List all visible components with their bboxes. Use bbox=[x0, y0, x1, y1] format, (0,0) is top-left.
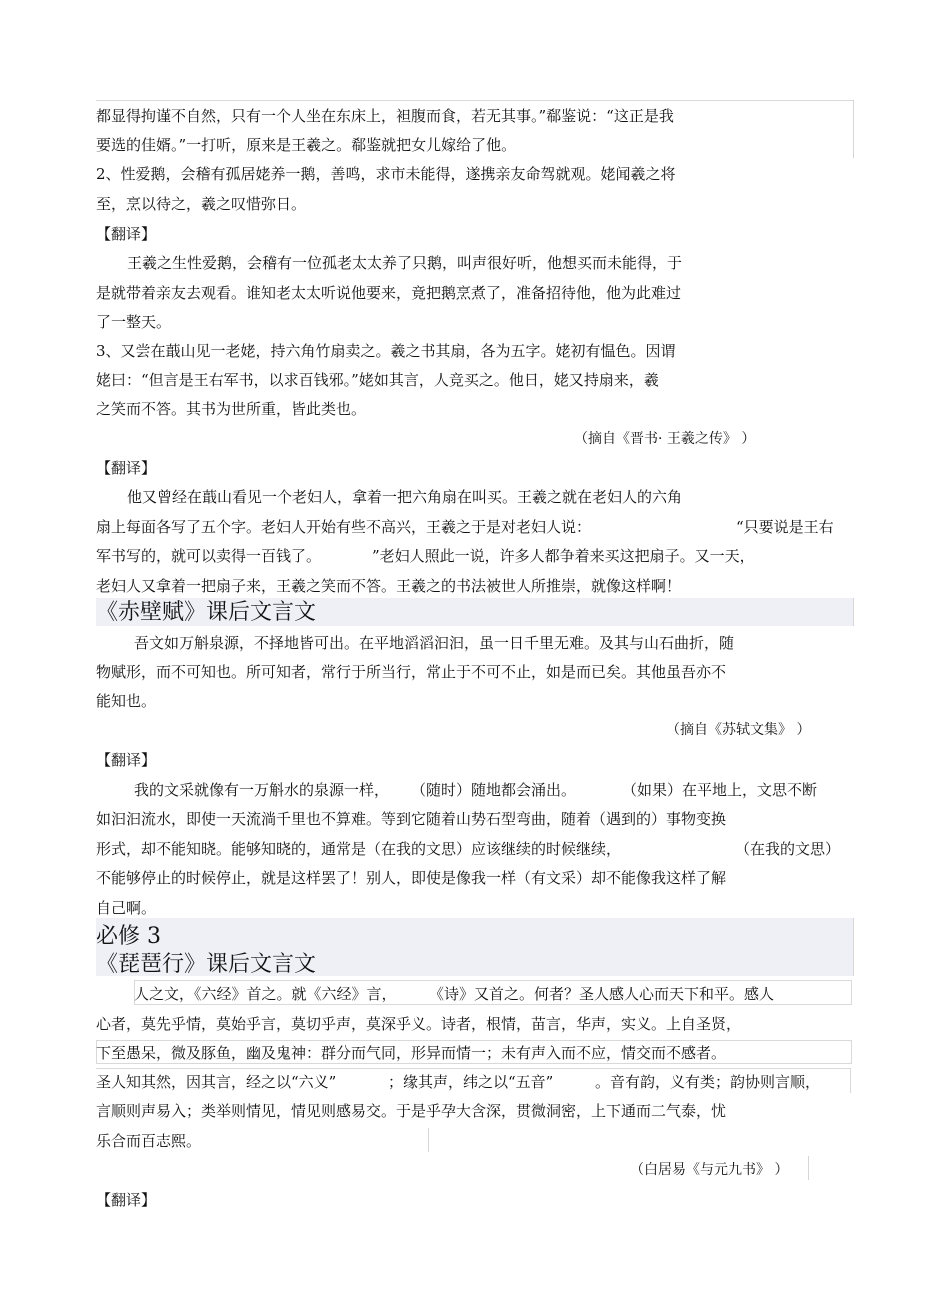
translation-tag: 【翻译】 bbox=[96, 751, 157, 769]
table-rule bbox=[808, 1156, 809, 1180]
text-line: ；缘其声，纬之以“五音” bbox=[388, 1073, 554, 1091]
table-rule bbox=[428, 1128, 429, 1152]
text-line: 至，烹以待之，羲之叹惜弥日。 bbox=[96, 195, 307, 213]
text-line: 都显得拘谨不自然，只有一个人坐在东床上，袒腹而食，若无其事。”郗鉴说：“这正是我 bbox=[96, 107, 674, 125]
text-line: 姥曰：“但言是王右军书，以求百钱邪。”姥如其言，人竞买之。他日，姥又持扇来，羲 bbox=[96, 371, 659, 389]
text-line: 心者，莫先乎情，莫始乎言，莫切乎声，莫深乎义。诗者，根情，苗言，华声，实义。上自圣贤， bbox=[96, 1015, 742, 1033]
text-line: 不能够停止的时候停止，就是这样罢了！别人，即使是像我一样（有文采）却不能像我这样了解 bbox=[96, 869, 727, 887]
text-line: 我的文采就像有一万斛水的泉源一样， bbox=[134, 781, 390, 799]
text-line: 吾文如万斛泉源，不择地皆可出。在平地滔滔汩汩，虽一日千里无难。及其与山石曲折，随 bbox=[134, 634, 735, 652]
text-line: 形式，却不能知晓。能够知晓的，通常是（在我的文思）应该继续的时候继续， bbox=[96, 840, 622, 858]
text-line: 下至愚呆，微及豚鱼，幽及鬼神：群分而气同，形异而情一；未有声入而不应，情交而不感者。 bbox=[96, 1044, 727, 1062]
text-line: 他又曾经在蕺山看见一个老妇人，拿着一把六角扇在叫买。王羲之就在老妇人的六角 bbox=[127, 488, 683, 506]
text-line: 言顺则声易入；类举则情见，情见则感易交。于是乎孕大含深，贯微洞密，上下通而二气泰，忧 bbox=[96, 1102, 727, 1120]
text-line: 要选的佳婿。”一打听，原来是王羲之。郗鉴就把女儿嫁给了他。 bbox=[96, 136, 517, 154]
text-line: 军书写的，就可以卖得一百钱了。 bbox=[96, 547, 322, 565]
translation-tag: 【翻译】 bbox=[96, 459, 157, 477]
translation-tag: 【翻译】 bbox=[96, 225, 157, 243]
text-line: 。音有韵，义有类；韵协则言顺， bbox=[595, 1073, 821, 1091]
text-line: 能知也。 bbox=[96, 692, 157, 710]
section-heading: 必修 3 bbox=[96, 924, 161, 949]
source-citation: （白居易《与元九书》 ） bbox=[630, 1162, 789, 1178]
text-line: 之笑而不答。其书为世所重，皆此类也。 bbox=[96, 400, 367, 418]
text-line: 是就带着亲友去观看。谁知老太太听说他要来，竟把鹅烹煮了，准备招待他，他为此难过 bbox=[96, 284, 682, 302]
translation-tag: 【翻译】 bbox=[96, 1191, 157, 1209]
text-line: 《诗》又首之。何者？圣人感人心而天下和平。感人 bbox=[429, 985, 775, 1003]
text-line: （随时）随地都会涌出。 bbox=[411, 781, 577, 799]
text-line: （如果）在平地上，文思不断 bbox=[622, 781, 818, 799]
table-rule bbox=[96, 100, 853, 101]
text-line: 扇上每面各写了五个字。老妇人开始有些不高兴，王羲之于是对老妇人说： bbox=[96, 518, 592, 536]
text-line: 3、又尝在蕺山见一老姥，持六角竹扇卖之。羲之书其扇，各为五字。姥初有愠色。因谓 bbox=[96, 342, 676, 360]
text-line: （在我的文思） bbox=[735, 840, 841, 858]
text-line: ”老妇人照此一说，许多人都争着来买这把扇子。又一天， bbox=[372, 547, 755, 565]
text-line: 了一整天。 bbox=[96, 313, 172, 331]
text-line: “只要说是王右 bbox=[736, 518, 834, 536]
text-line: 人之文，《六经》首之。就《六经》言， bbox=[134, 985, 397, 1003]
table-rule bbox=[853, 100, 854, 158]
section-subheading: 《琵琶行》课后文言文 bbox=[96, 952, 317, 977]
text-line: 老妇人又拿着一把扇子来，王羲之笑而不答。王羲之的书法被世人所推崇，就像这样啊！ bbox=[96, 577, 682, 595]
text-line: 自己啊。 bbox=[96, 899, 157, 917]
text-line: 乐合而百志熙。 bbox=[96, 1132, 202, 1150]
text-line: 物赋形，而不可知也。所可知者，常行于所当行，常止于不可不止，如是而已矣。其他虽吾亦不 bbox=[96, 663, 727, 681]
text-line: 如汩汩流水，即使一天流淌千里也不算难。等到它随着山势石型弯曲，随着（遇到的）事物变换 bbox=[96, 810, 727, 828]
table-rule bbox=[853, 918, 854, 976]
text-line: 圣人知其然，因其言，经之以“六义” bbox=[96, 1073, 337, 1091]
text-line: 2、性爱鹅，会稽有孤居姥养一鹅，善鸣，求市未能得，遂携亲友命驾就观。姥闻羲之将 bbox=[96, 165, 676, 183]
table-rule bbox=[853, 598, 854, 626]
source-citation: （摘自《晋书· 王羲之传》 ） bbox=[574, 431, 756, 447]
text-line: 王羲之生性爱鹅，会稽有一位孤老太太养了只鹅，叫声很好听，他想买而未能得，于 bbox=[127, 254, 683, 272]
source-citation: （摘自《苏轼文集》 ） bbox=[666, 722, 811, 738]
section-heading: 《赤壁赋》课后文言文 bbox=[96, 600, 317, 625]
